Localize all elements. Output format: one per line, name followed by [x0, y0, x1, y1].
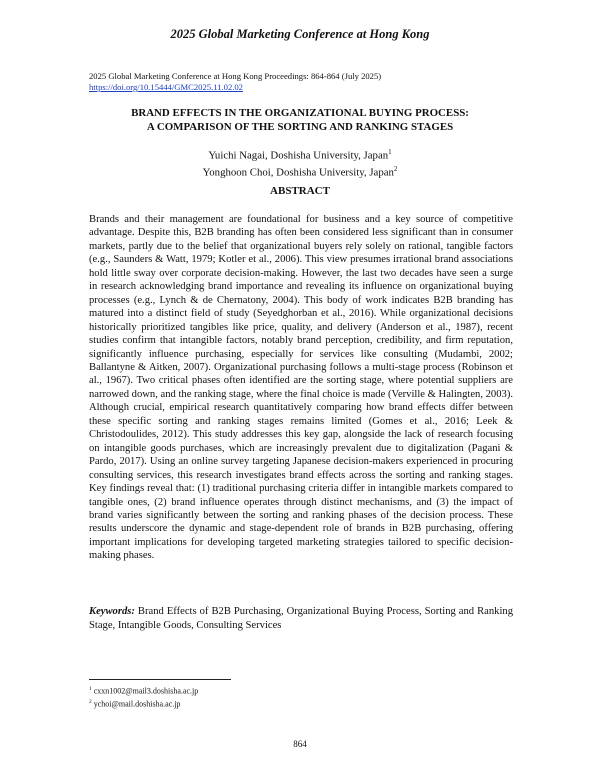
author-2-name: Yonghoon Choi, Doshisha University, Japan	[202, 166, 394, 179]
author-1-mark: 1	[388, 148, 392, 156]
keywords	[89, 605, 513, 632]
footnote-rule	[89, 679, 231, 680]
author-1	[0, 146, 600, 163]
footnotes	[89, 684, 198, 709]
paper-title	[0, 107, 600, 134]
author-list	[0, 146, 600, 180]
title-line-2: A COMPARISON OF THE SORTING AND RANKING STAGES	[146, 120, 454, 133]
proceedings-info	[89, 71, 381, 93]
author-2	[0, 163, 600, 180]
footnote-2-email: ychoi@mail.doshisha.ac.jp	[93, 699, 181, 709]
page-number: 864	[293, 739, 307, 749]
footnote-2	[89, 697, 198, 710]
proceedings-citation: 2025 Global Marketing Conference at Hong Kong Proceedings: 864-864 (July 2025)	[89, 71, 382, 81]
title-line-1: BRAND EFFECTS IN THE ORGANIZATIONAL BUYING PROCESS:	[131, 107, 469, 119]
abstract-heading: ABSTRACT	[270, 185, 330, 197]
footnote-1	[89, 684, 198, 697]
keywords-text: Brand Effects of B2B Purchasing, Organizational Buying Process, Sorting and Ranking Stage, Intangible Goods, Consulting Services	[89, 606, 514, 631]
author-1-name: Yuichi Nagai, Doshisha University, Japan	[208, 149, 389, 162]
doi-link[interactable]: https://doi.org/10.15444/GMC2025.11.02.02	[89, 82, 243, 92]
footnote-1-mark: 1	[89, 686, 92, 692]
footnote-1-email: cxxn1002@mail3.doshisha.ac.jp	[93, 686, 199, 696]
keywords-label: Keywords:	[89, 606, 135, 617]
conference-header: 2025 Global Marketing Conference at Hong Kong	[170, 27, 430, 41]
footnote-2-mark: 2	[89, 698, 92, 705]
abstract-body: Brands and their management are foundational for business and a key source of competitive advantage. Despite this, B2B branding has often been considered less significant than in consumer markets, partly due to the belief that organizational buyers rely solely on rational, tangible factors (e.g., Saunders & Watt, 1979; Kotler et al., 2006). This view presumes irrational brand associations hold little sway over corporate decision-making. However, the last two decades have seen a surge in research acknowledging brand importance and revealing its influence on organizational buying processes (e.g., Lynch & de Chernatony, 2004). This body of work indicates B2B branding has matured into a distinct field of study (Seyedghorban et al., 2016). While organizational decisions historically prioritized tangibles like price, quality, and delivery (Anderson et al., 1987), recent studies confirm that intangible factors, notably brand perception, credibility, and firm reputation, significantly influence purchasing, especially for services like consulting (Mudambi, 2002; Ballantyne & Aitken, 2007). Organizational purchasing follows a multi-stage process (Robinson et al., 1967). Two critical phases often identified are the sorting stage, where potential suppliers are narrowed down, and the ranking stage, where the final choice is made (Verville & Halingten, 2003). Although crucial, empirical research quantitatively comparing how brand effects differ between these specific sorting and ranking stages remains limited (Gomes et al., 2016; Leek & Christodoulides, 2012). This study addresses this key gap, alongside the lack of research focusing on intangible goods purchases, which are increasingly prevalent due to digitalization (Pagani & Pardo, 2017). Using an online survey targeting Japanese decision-makers experienced in procuring consulting services, this research investigates brand effects across the sorting and ranking stages. Key findings reveal that: (1) traditional purchasing criteria differ in intangible markets compared to tangible ones, (2) brand influence operates through distinct mechanisms, and (3) the impact of brand varies significantly between the sorting and ranking phases of the decision process. These results underscore the dynamic and stage-dependent role of brands in B2B purchasing, offering important implications for developing targeted marketing strategies tailored to specific decision-making phases.	[89, 214, 513, 562]
author-2-mark: 2	[393, 165, 398, 174]
